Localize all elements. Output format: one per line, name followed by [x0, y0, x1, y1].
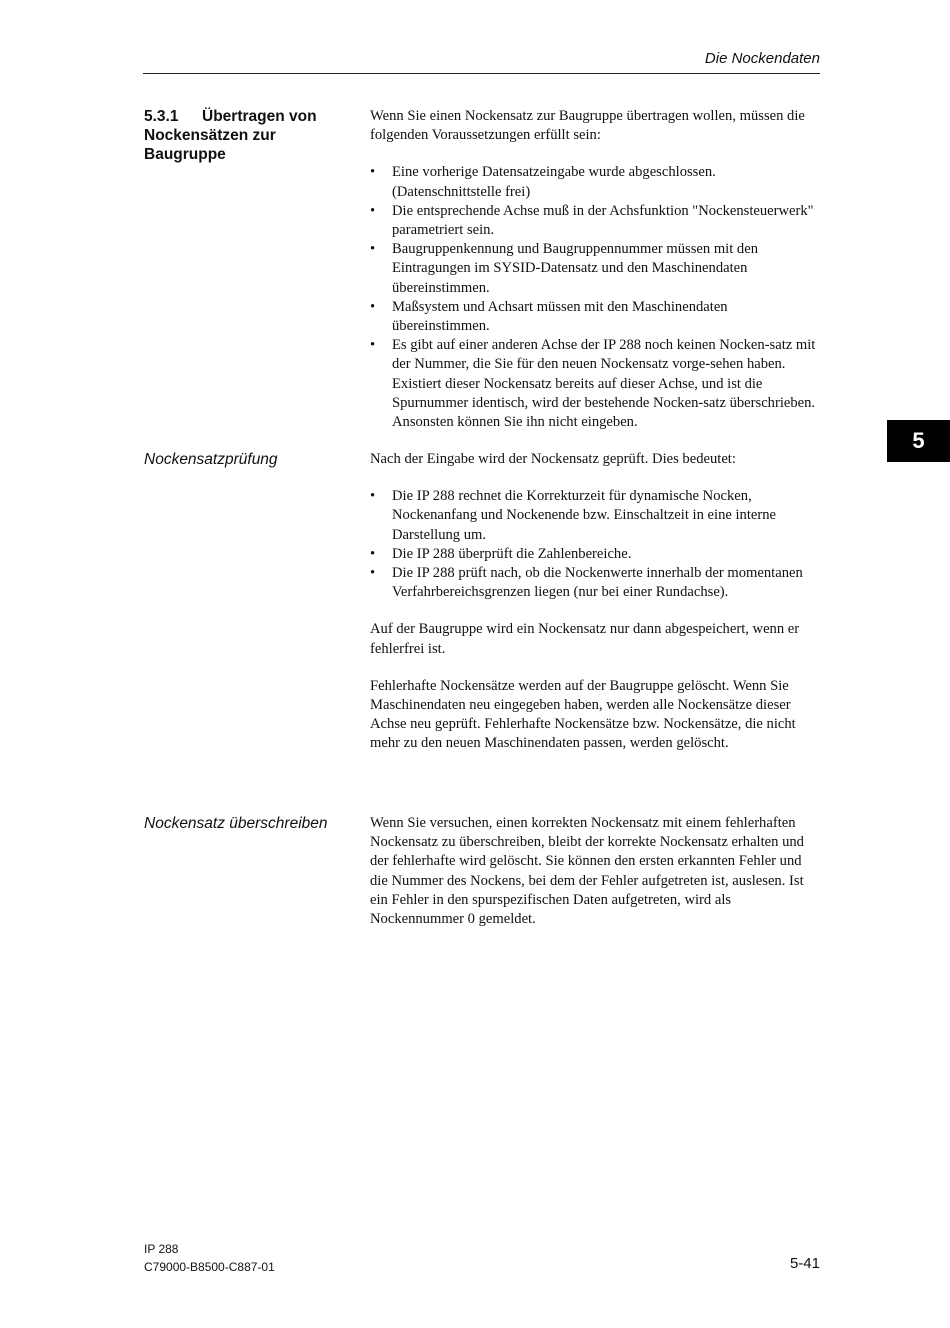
pruefung-heading: Nockensatzprüfung	[144, 451, 278, 468]
requirements-list	[370, 163, 822, 432]
ueberschreiben-text: Wenn Sie versuchen, einen korrekten Nockensatz mit einem fehlerhaften Nockensatz zu überschreiben, bleibt der korrekte Nockensatz erhalten und der fehlerhafte wird gelöscht. Sie können den ersten erkannten Fehler und die Nummer des Nockens, bei dem der Fehler aufgetreten ist, auslesen. Ist ein Fehler in den spurspezifischen Daten aufgetreten, wird als Nockennummer 0 gemeldet.	[370, 815, 804, 928]
page-number: 5-41	[789, 1255, 820, 1272]
list-item: • Eine vorherige Datensatzeingabe wurde abgeschlossen. (Datenschnittstelle frei)	[370, 164, 716, 200]
header-rule	[143, 73, 820, 74]
ueberschreiben-heading: Nockensatz überschreiben	[144, 815, 328, 832]
footer-left	[144, 1240, 275, 1276]
bullet-icon: •	[370, 488, 376, 505]
pruefung-paragraph-1: Auf der Baugruppe wird ein Nockensatz nur dann abgespeichert, wenn er fehlerfrei ist.	[370, 621, 800, 657]
list-item: • Maßsystem und Achsart müssen mit den Maschinendaten übereinstimmen.	[370, 298, 728, 335]
bullet-icon: •	[370, 298, 376, 315]
chapter-tab: 5	[887, 420, 950, 462]
section-heading	[144, 107, 344, 164]
pruefung-paragraph-2: Fehlerhafte Nockensätze werden auf der Baugruppe gelöscht. Wenn Sie Maschinendaten neu eingegeben haben, werden alle Nockensätze dieser Achse neu geprüft. Fehlerhafte Nockensätze bzw. Nockensätze, die nicht mehr zu den neuen Maschinendaten passen, werden gelöscht.	[370, 677, 796, 752]
footer-product: IP 288	[144, 1242, 179, 1256]
bullet-icon: •	[370, 545, 376, 562]
section-intro: Wenn Sie einen Nockensatz zur Baugruppe übertragen wollen, müssen die folgenden Voraussetzungen erfüllt sein:	[370, 108, 805, 144]
list-item: • Es gibt auf einer anderen Achse der IP 288 noch keinen Nocken-satz mit der Nummer, die Sie für den neuen Nockensatz vorge-sehen haben. Existiert dieser Nockensatz bereits auf dieser Achse, und ist die Spurnummer identisch, wird der bestehende Nocken-satz überschrieben. Ansonsten können Sie ihn nicht eingeben.	[370, 337, 816, 431]
list-item: • Die IP 288 überprüft die Zahlenbereiche.	[370, 545, 822, 564]
footer-order-number: C79000-B8500-C887-01	[144, 1260, 275, 1274]
ueberschreiben-body	[370, 814, 822, 929]
pruefung-body	[370, 450, 822, 754]
running-title: Die Nockendaten	[704, 50, 820, 67]
section-body	[370, 107, 822, 432]
bullet-icon: •	[370, 202, 376, 219]
list-item: • Die IP 288 rechnet die Korrekturzeit für dynamische Nocken, Nockenanfang und Nockenende bzw. Einschaltzeit in eine interne Darstellung um.	[370, 488, 777, 543]
bullet-icon: •	[370, 337, 376, 354]
pruefung-intro: Nach der Eingabe wird der Nockensatz geprüft. Dies bedeutet:	[370, 451, 736, 467]
bullet-icon: •	[370, 164, 376, 181]
section-number: 5.3.1	[144, 108, 179, 125]
list-item: • Die entsprechende Achse muß in der Achsfunktion "Nockensteuerwerk" parametriert sein.	[370, 202, 814, 239]
list-item: • Die IP 288 prüft nach, ob die Nockenwerte innerhalb der momentanen Verfahrbereichsgrenzen liegen (nur bei einer Rundachse).	[370, 565, 803, 601]
bullet-icon: •	[370, 241, 376, 258]
pruefung-list	[370, 487, 822, 602]
bullet-icon: •	[370, 565, 376, 582]
list-item: • Baugruppenkennung und Baugruppennummer müssen mit den Eintragungen im SYSID-Datensatz und den Maschinendaten übereinstimmen.	[370, 241, 758, 296]
section-title: Übertragen von Nockensätzen zur Baugruppe	[144, 108, 317, 163]
